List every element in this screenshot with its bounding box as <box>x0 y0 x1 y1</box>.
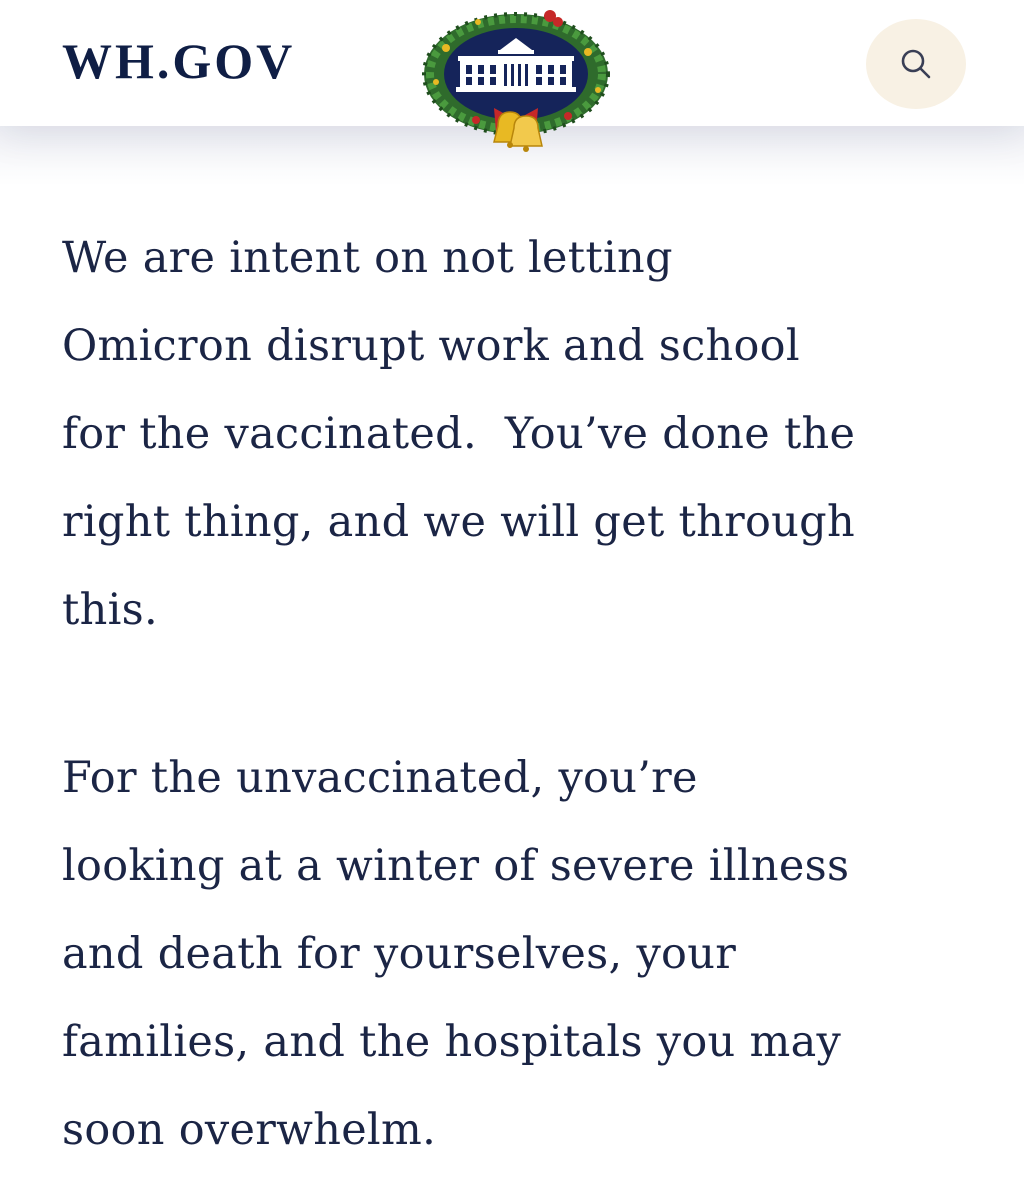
article-paragraph: For the unvaccinated, you’re looking at a winter of severe illness and death for yourselves, your families, and the hospitals you may soon overwhelm. <box>62 753 850 1155</box>
search-icon <box>899 47 933 81</box>
article-paragraph: We are intent on not letting Omicron disrupt work and school for the vaccinated. You’ve done the right thing, and we will get through this. <box>62 233 856 635</box>
site-header <box>0 0 1024 126</box>
white-house-holiday-wreath-seal-icon[interactable] <box>418 8 614 160</box>
search-button[interactable] <box>866 19 966 109</box>
site-title: WH.GOV <box>62 33 296 89</box>
article-body <box>62 214 982 1174</box>
home-link[interactable] <box>62 28 295 94</box>
